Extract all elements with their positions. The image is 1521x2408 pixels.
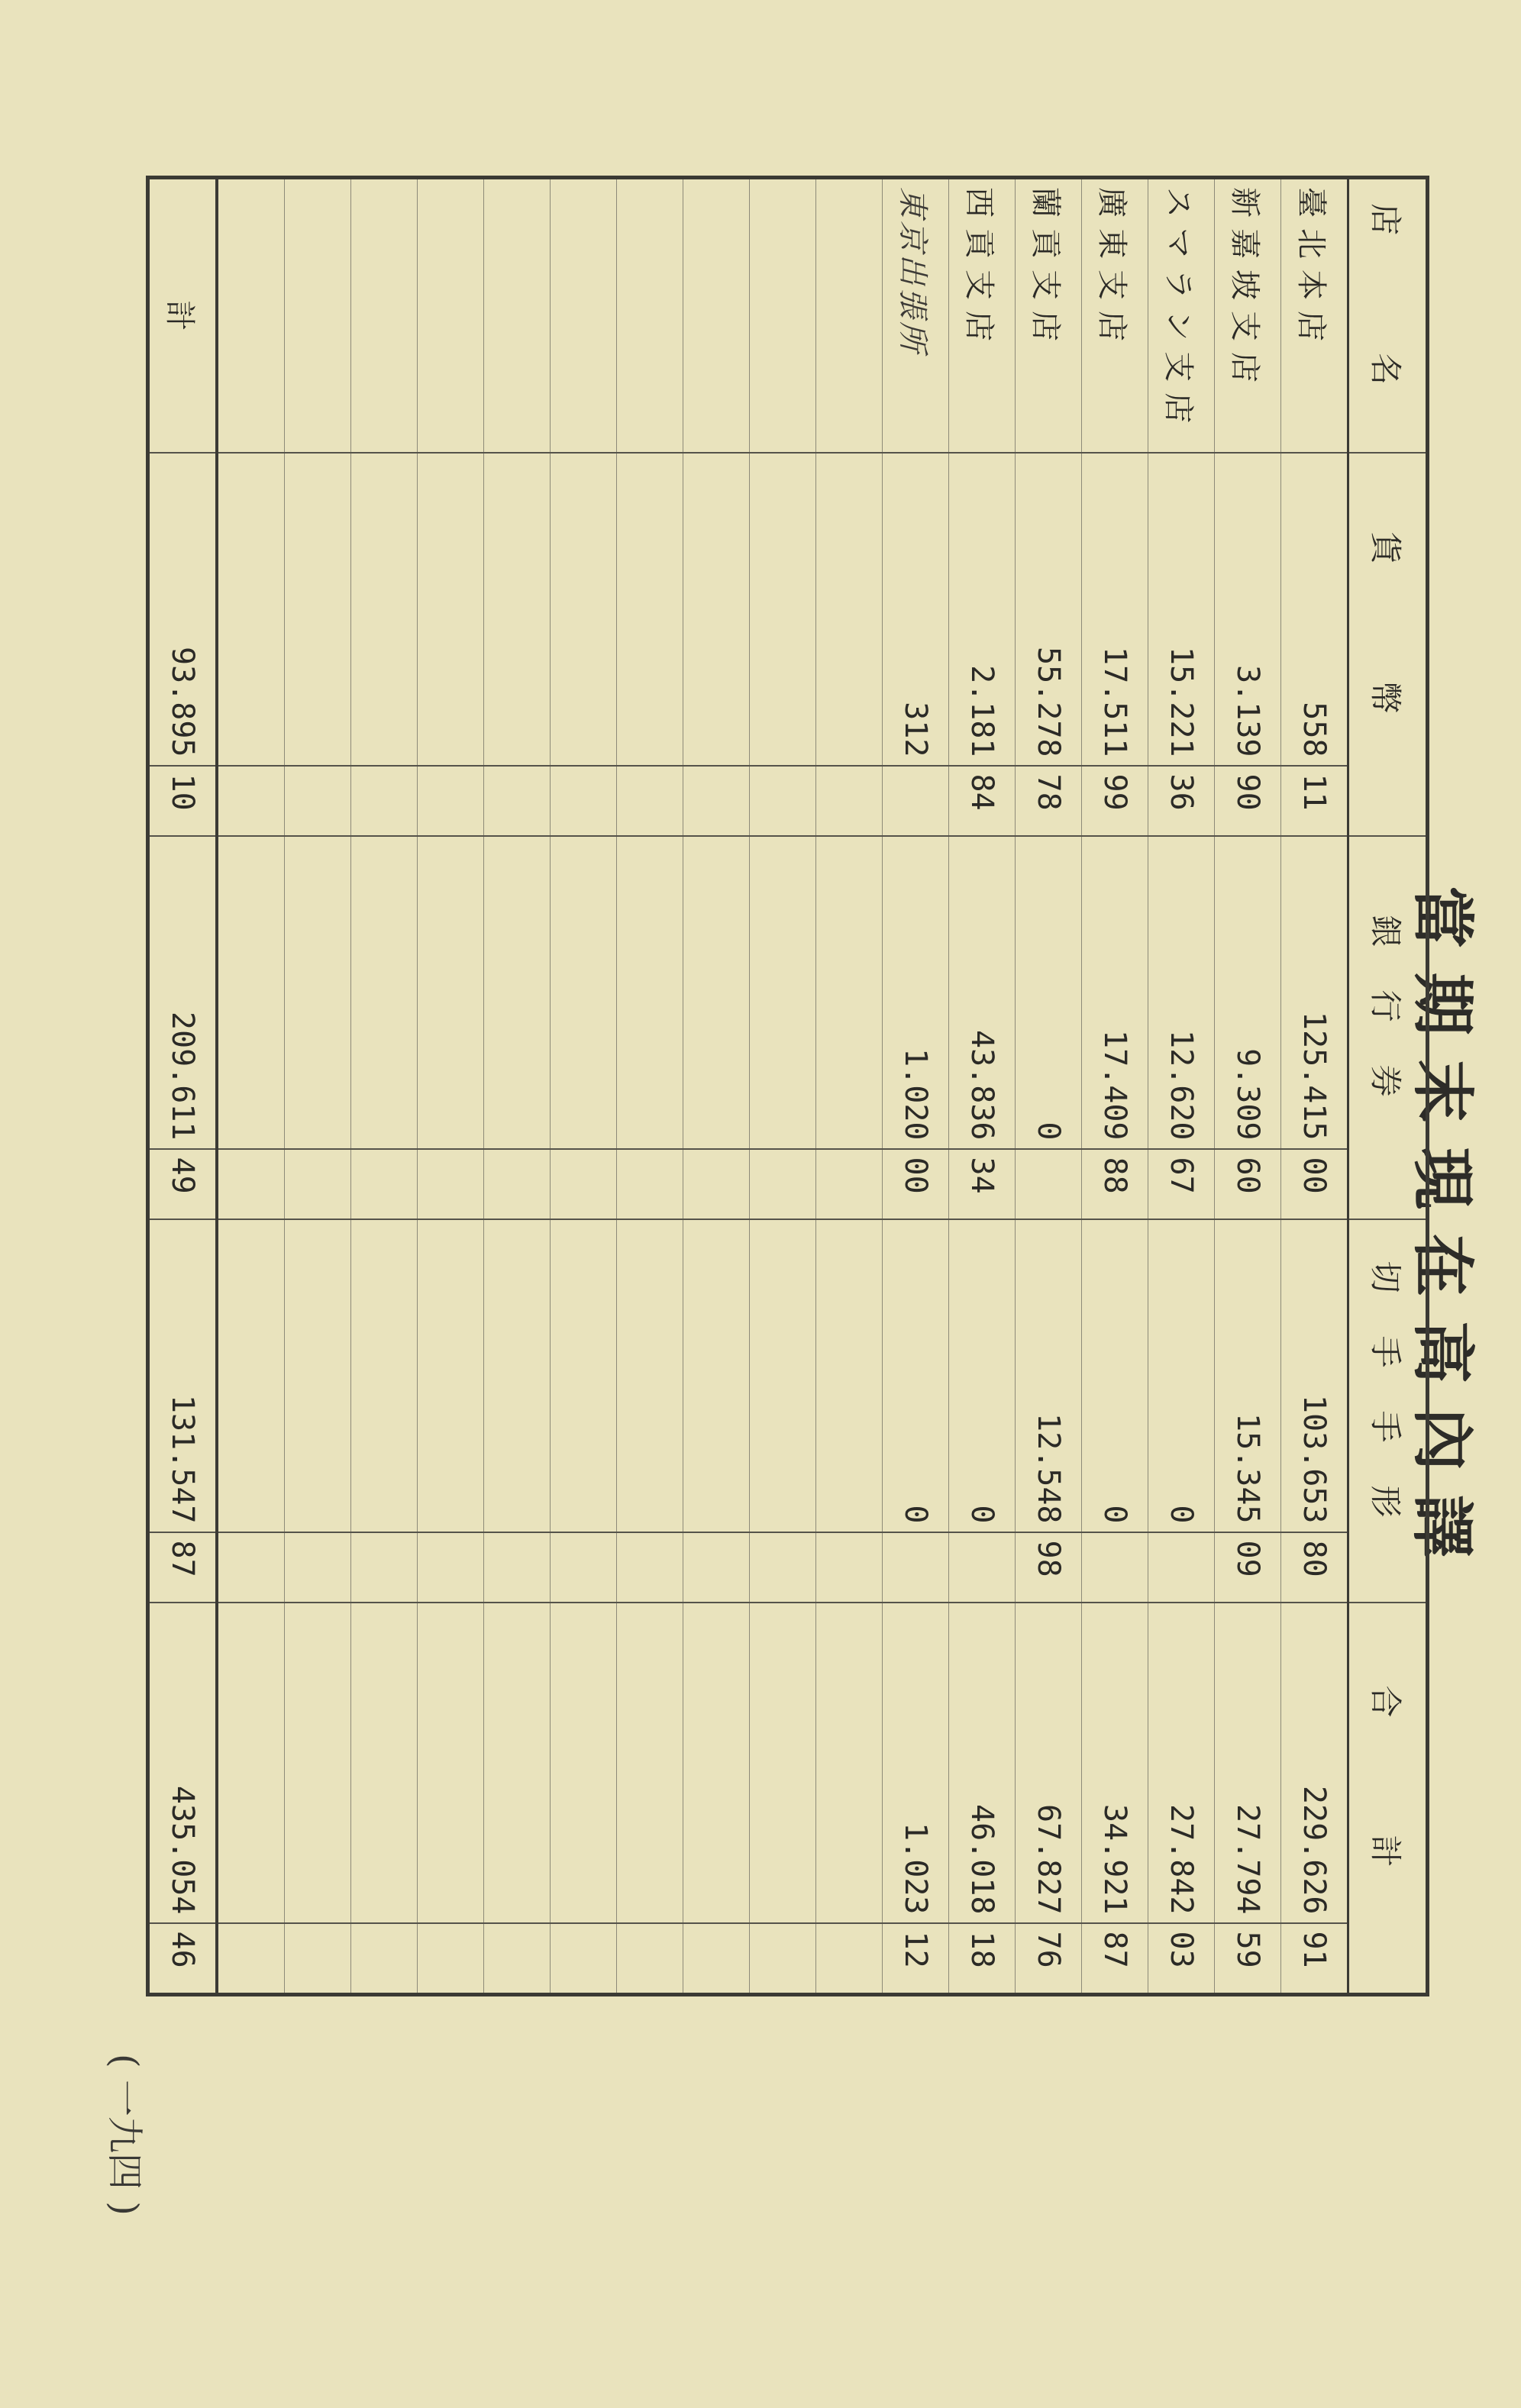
page-number: ( 一九四 ) bbox=[103, 2054, 146, 2216]
sen-amount-cell bbox=[551, 1149, 617, 1219]
yen-amount-cell bbox=[418, 453, 484, 766]
table-row bbox=[1016, 178, 1082, 1995]
sen-amount-cell bbox=[683, 1532, 750, 1603]
yen-amount-cell bbox=[418, 1603, 484, 1923]
sen-amount-cell: 00 bbox=[883, 1149, 949, 1219]
total-sen-cell: 10 bbox=[148, 766, 218, 836]
yen-amount-cell: 0 bbox=[883, 1219, 949, 1532]
sen-amount-cell bbox=[617, 1532, 683, 1603]
sen-amount-cell bbox=[484, 1923, 551, 1995]
yen-amount-cell bbox=[551, 1603, 617, 1923]
sen-amount-cell: 90 bbox=[1215, 766, 1281, 836]
sen-amount-cell bbox=[285, 1532, 351, 1603]
yen-amount-cell bbox=[617, 836, 683, 1149]
yen-amount-cell bbox=[816, 453, 883, 766]
yen-amount-cell bbox=[484, 1603, 551, 1923]
yen-amount-cell bbox=[750, 1603, 816, 1923]
table-row bbox=[883, 178, 949, 1995]
total-yen-cell: 131.547 bbox=[148, 1219, 218, 1532]
store-name-cell bbox=[750, 178, 816, 453]
table-row bbox=[418, 178, 484, 1995]
header-store-name: 店 名 bbox=[1348, 178, 1428, 453]
store-name-cell: 東京出張所 bbox=[883, 178, 949, 453]
header-checks-bills: 切手手形 bbox=[1348, 1219, 1428, 1603]
table-row bbox=[551, 178, 617, 1995]
sen-amount-cell bbox=[750, 1532, 816, 1603]
total-yen-cell: 435.054 bbox=[148, 1603, 218, 1923]
sen-amount-cell bbox=[1082, 1532, 1148, 1603]
sen-amount-cell bbox=[484, 1149, 551, 1219]
sen-amount-cell: 88 bbox=[1082, 1149, 1148, 1219]
header-currency: 貨 幣 bbox=[1348, 453, 1428, 836]
sen-amount-cell bbox=[285, 1149, 351, 1219]
sen-amount-cell bbox=[883, 766, 949, 836]
sen-amount-cell: 59 bbox=[1215, 1923, 1281, 1995]
sen-amount-cell bbox=[551, 1532, 617, 1603]
yen-amount-cell: 27.842 bbox=[1148, 1603, 1215, 1923]
yen-amount-cell bbox=[750, 836, 816, 1149]
store-name-cell: 新嘉坡支店 bbox=[1215, 178, 1281, 453]
sen-amount-cell bbox=[617, 766, 683, 836]
sen-amount-cell bbox=[816, 1532, 883, 1603]
yen-amount-cell: 0 bbox=[1148, 1219, 1215, 1532]
yen-amount-cell bbox=[285, 453, 351, 766]
yen-amount-cell: 55.278 bbox=[1016, 453, 1082, 766]
yen-amount-cell bbox=[484, 453, 551, 766]
sen-amount-cell bbox=[418, 1923, 484, 1995]
yen-amount-cell bbox=[285, 1219, 351, 1532]
yen-amount-cell: 27.794 bbox=[1215, 1603, 1281, 1923]
table-row bbox=[750, 178, 816, 1995]
store-name-cell bbox=[683, 178, 750, 453]
yen-amount-cell bbox=[285, 836, 351, 1149]
yen-amount-cell: 3.139 bbox=[1215, 453, 1281, 766]
sen-amount-cell bbox=[816, 766, 883, 836]
sen-amount-cell: 36 bbox=[1148, 766, 1215, 836]
total-sen-cell: 46 bbox=[148, 1923, 218, 1995]
total-row bbox=[148, 178, 218, 1995]
total-sen-cell: 87 bbox=[148, 1532, 218, 1603]
yen-amount-cell bbox=[816, 1219, 883, 1532]
sen-amount-cell bbox=[617, 1149, 683, 1219]
sen-amount-cell: 60 bbox=[1215, 1149, 1281, 1219]
yen-amount-cell bbox=[683, 453, 750, 766]
table-row bbox=[217, 178, 285, 1995]
sen-amount-cell bbox=[683, 766, 750, 836]
page-title: 當期末現在高內譯 bbox=[1406, 886, 1479, 1583]
sen-amount-cell bbox=[418, 1532, 484, 1603]
yen-amount-cell: 2.181 bbox=[949, 453, 1016, 766]
yen-amount-cell: 17.409 bbox=[1082, 836, 1148, 1149]
yen-amount-cell bbox=[418, 836, 484, 1149]
sen-amount-cell: 03 bbox=[1148, 1923, 1215, 1995]
sen-amount-cell bbox=[617, 1923, 683, 1995]
sen-amount-cell: 76 bbox=[1016, 1923, 1082, 1995]
sen-amount-cell: 67 bbox=[1148, 1149, 1215, 1219]
sen-amount-cell: 84 bbox=[949, 766, 1016, 836]
yen-amount-cell: 229.626 bbox=[1281, 1603, 1348, 1923]
store-name-cell bbox=[816, 178, 883, 453]
yen-amount-cell bbox=[551, 1219, 617, 1532]
table-row bbox=[617, 178, 683, 1995]
sen-amount-cell bbox=[285, 1923, 351, 1995]
sen-amount-cell bbox=[949, 1532, 1016, 1603]
sen-amount-cell bbox=[551, 1923, 617, 1995]
yen-amount-cell bbox=[750, 1219, 816, 1532]
yen-amount-cell bbox=[351, 836, 418, 1149]
table-row bbox=[285, 178, 351, 1995]
sen-amount-cell bbox=[551, 766, 617, 836]
yen-amount-cell: 12.548 bbox=[1016, 1219, 1082, 1532]
sen-amount-cell: 91 bbox=[1281, 1923, 1348, 1995]
yen-amount-cell: 12.620 bbox=[1148, 836, 1215, 1149]
sen-amount-cell: 18 bbox=[949, 1923, 1016, 1995]
sen-amount-cell bbox=[484, 766, 551, 836]
sen-amount-cell: 98 bbox=[1016, 1532, 1082, 1603]
store-name-cell: スマラン支店 bbox=[1148, 178, 1215, 453]
yen-amount-cell: 17.511 bbox=[1082, 453, 1148, 766]
sen-amount-cell bbox=[683, 1923, 750, 1995]
sen-amount-cell bbox=[750, 766, 816, 836]
sen-amount-cell bbox=[351, 1149, 418, 1219]
sen-amount-cell: 34 bbox=[949, 1149, 1016, 1219]
sen-amount-cell bbox=[418, 1149, 484, 1219]
sen-amount-cell bbox=[351, 766, 418, 836]
store-name-cell bbox=[617, 178, 683, 453]
table-row bbox=[1082, 178, 1148, 1995]
sen-amount-cell: 78 bbox=[1016, 766, 1082, 836]
store-name-cell bbox=[351, 178, 418, 453]
sen-amount-cell: 12 bbox=[883, 1923, 949, 1995]
yen-amount-cell: 0 bbox=[949, 1219, 1016, 1532]
table-header-row bbox=[1348, 178, 1428, 1995]
yen-amount-cell bbox=[484, 836, 551, 1149]
sen-amount-cell bbox=[351, 1923, 418, 1995]
sen-amount-cell bbox=[285, 766, 351, 836]
yen-amount-cell: 103.653 bbox=[1281, 1219, 1348, 1532]
total-yen-cell: 209.611 bbox=[148, 836, 218, 1149]
total-yen-cell: 93.895 bbox=[148, 453, 218, 766]
total-label: 計 bbox=[148, 178, 218, 453]
store-name-cell bbox=[217, 178, 285, 453]
sen-amount-cell bbox=[217, 1532, 285, 1603]
store-name-cell: 蘭貢支店 bbox=[1016, 178, 1082, 453]
sen-amount-cell: 09 bbox=[1215, 1532, 1281, 1603]
store-name-cell: 西貢支店 bbox=[949, 178, 1016, 453]
yen-amount-cell: 1.023 bbox=[883, 1603, 949, 1923]
sen-amount-cell: 80 bbox=[1281, 1532, 1348, 1603]
sen-amount-cell bbox=[217, 1149, 285, 1219]
table-row bbox=[683, 178, 750, 1995]
sen-amount-cell bbox=[351, 1532, 418, 1603]
yen-amount-cell bbox=[217, 453, 285, 766]
sen-amount-cell bbox=[1148, 1532, 1215, 1603]
sen-amount-cell bbox=[750, 1923, 816, 1995]
yen-amount-cell bbox=[617, 1603, 683, 1923]
sen-amount-cell bbox=[750, 1149, 816, 1219]
sen-amount-cell: 11 bbox=[1281, 766, 1348, 836]
yen-amount-cell: 43.836 bbox=[949, 836, 1016, 1149]
yen-amount-cell bbox=[351, 1219, 418, 1532]
yen-amount-cell: 0 bbox=[1016, 836, 1082, 1149]
yen-amount-cell bbox=[816, 836, 883, 1149]
yen-amount-cell: 9.309 bbox=[1215, 836, 1281, 1149]
sen-amount-cell bbox=[883, 1532, 949, 1603]
yen-amount-cell bbox=[551, 836, 617, 1149]
yen-amount-cell bbox=[551, 453, 617, 766]
table-body bbox=[148, 178, 1348, 1995]
total-sen-cell: 49 bbox=[148, 1149, 218, 1219]
yen-amount-cell bbox=[351, 1603, 418, 1923]
yen-amount-cell: 15.221 bbox=[1148, 453, 1215, 766]
yen-amount-cell: 558 bbox=[1281, 453, 1348, 766]
table-row bbox=[1281, 178, 1348, 1995]
yen-amount-cell: 125.415 bbox=[1281, 836, 1348, 1149]
sen-amount-cell: 99 bbox=[1082, 766, 1148, 836]
yen-amount-cell bbox=[351, 453, 418, 766]
yen-amount-cell bbox=[484, 1219, 551, 1532]
sen-amount-cell bbox=[484, 1532, 551, 1603]
sen-amount-cell bbox=[683, 1149, 750, 1219]
yen-amount-cell bbox=[217, 1219, 285, 1532]
yen-amount-cell bbox=[683, 836, 750, 1149]
yen-amount-cell bbox=[285, 1603, 351, 1923]
yen-amount-cell bbox=[217, 1603, 285, 1923]
table-row bbox=[816, 178, 883, 1995]
yen-amount-cell bbox=[750, 453, 816, 766]
header-banknotes: 銀行券 bbox=[1348, 836, 1428, 1219]
yen-amount-cell: 46.018 bbox=[949, 1603, 1016, 1923]
sen-amount-cell bbox=[217, 1923, 285, 1995]
table-row bbox=[484, 178, 551, 1995]
yen-amount-cell bbox=[617, 1219, 683, 1532]
sen-amount-cell bbox=[217, 766, 285, 836]
yen-amount-cell bbox=[217, 836, 285, 1149]
sen-amount-cell bbox=[418, 766, 484, 836]
yen-amount-cell: 67.827 bbox=[1016, 1603, 1082, 1923]
yen-amount-cell: 15.345 bbox=[1215, 1219, 1281, 1532]
sen-amount-cell: 00 bbox=[1281, 1149, 1348, 1219]
store-name-cell bbox=[418, 178, 484, 453]
store-name-cell bbox=[484, 178, 551, 453]
yen-amount-cell bbox=[617, 453, 683, 766]
yen-amount-cell: 34.921 bbox=[1082, 1603, 1148, 1923]
header-total: 合 計 bbox=[1348, 1603, 1428, 1995]
store-name-cell: 臺北本店 bbox=[1281, 178, 1348, 453]
yen-amount-cell bbox=[683, 1603, 750, 1923]
table-row bbox=[351, 178, 418, 1995]
sen-amount-cell bbox=[1016, 1149, 1082, 1219]
yen-amount-cell: 1.020 bbox=[883, 836, 949, 1149]
table-row bbox=[1215, 178, 1281, 1995]
yen-amount-cell bbox=[816, 1603, 883, 1923]
sen-amount-cell bbox=[816, 1923, 883, 1995]
yen-amount-cell bbox=[683, 1219, 750, 1532]
balance-table bbox=[146, 176, 1429, 1996]
yen-amount-cell: 312 bbox=[883, 453, 949, 766]
store-name-cell bbox=[285, 178, 351, 453]
table-row bbox=[949, 178, 1016, 1995]
store-name-cell: 廣東支店 bbox=[1082, 178, 1148, 453]
table-row bbox=[1148, 178, 1215, 1995]
yen-amount-cell bbox=[418, 1219, 484, 1532]
sen-amount-cell bbox=[816, 1149, 883, 1219]
sen-amount-cell: 87 bbox=[1082, 1923, 1148, 1995]
yen-amount-cell: 0 bbox=[1082, 1219, 1148, 1532]
store-name-cell bbox=[551, 178, 617, 453]
